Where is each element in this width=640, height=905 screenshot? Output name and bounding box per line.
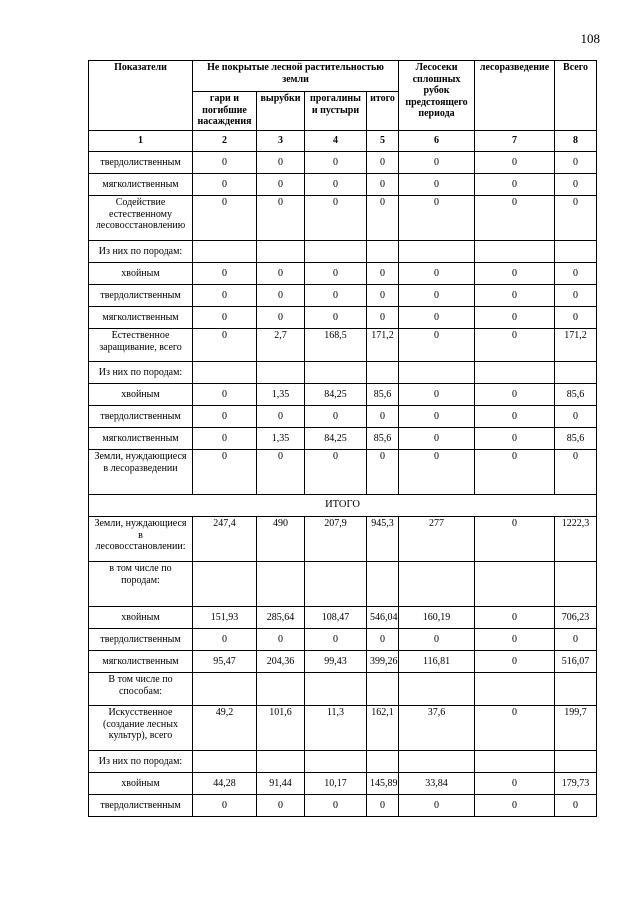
table-cell: 0 xyxy=(257,285,305,307)
row-label: твердолиственным xyxy=(89,795,193,817)
table-cell xyxy=(193,241,257,263)
table-cell: 0 xyxy=(193,450,257,495)
table-cell: 0 xyxy=(193,428,257,450)
table-cell: 0 xyxy=(305,307,367,329)
table-row xyxy=(89,384,597,406)
table-cell: 0 xyxy=(305,196,367,241)
row-label: Из них по породам: xyxy=(89,362,193,384)
table-cell xyxy=(367,673,399,706)
table-cell: 0 xyxy=(305,174,367,196)
table-cell: 0 xyxy=(399,384,475,406)
table-cell: 490 xyxy=(257,517,305,562)
table-cell: 0 xyxy=(367,450,399,495)
table-cell xyxy=(305,673,367,706)
table-cell: 0 xyxy=(305,795,367,817)
table-row xyxy=(89,651,597,673)
table-cell: 0 xyxy=(193,263,257,285)
table-cell xyxy=(555,562,597,607)
table-cell xyxy=(555,751,597,773)
table-row xyxy=(89,517,597,562)
header-cuttings: вырубки xyxy=(257,92,305,131)
table-cell: 0 xyxy=(257,307,305,329)
table-cell xyxy=(399,241,475,263)
table-cell: 0 xyxy=(257,795,305,817)
table-cell xyxy=(257,673,305,706)
table-cell: 171,2 xyxy=(555,329,597,362)
header-burns: гари и погибшие насаждения xyxy=(193,92,257,131)
table-cell: 0 xyxy=(257,174,305,196)
table-cell xyxy=(399,362,475,384)
row-label: хвойным xyxy=(89,384,193,406)
table-cell: 0 xyxy=(257,263,305,285)
header-clearcut: Лесосеки сплошных рубок предстоящего периода xyxy=(399,61,475,131)
table-cell: 179,73 xyxy=(555,773,597,795)
table-cell: 0 xyxy=(475,773,555,795)
table-cell: 160,19 xyxy=(399,607,475,629)
table-cell: 0 xyxy=(475,196,555,241)
row-label: мягколиственным xyxy=(89,428,193,450)
table-row xyxy=(89,795,597,817)
table-cell: 0 xyxy=(257,450,305,495)
column-numbers-row xyxy=(89,131,597,152)
table-cell: 0 xyxy=(367,285,399,307)
table-cell: 0 xyxy=(555,263,597,285)
table-cell: 945,3 xyxy=(367,517,399,562)
table-cell xyxy=(399,562,475,607)
table-cell: 0 xyxy=(367,629,399,651)
table-row xyxy=(89,629,597,651)
table-cell: 0 xyxy=(399,307,475,329)
table-cell: 0 xyxy=(555,174,597,196)
table-cell: 49,2 xyxy=(193,706,257,751)
table-cell: 0 xyxy=(193,285,257,307)
table-cell xyxy=(257,751,305,773)
table-cell: 0 xyxy=(475,450,555,495)
table-cell: 2,7 xyxy=(257,329,305,362)
table-cell: 171,2 xyxy=(367,329,399,362)
table-cell: 0 xyxy=(305,152,367,174)
table-cell: 0 xyxy=(399,152,475,174)
table-cell xyxy=(367,241,399,263)
table-cell: 33,84 xyxy=(399,773,475,795)
column-number: 2 xyxy=(193,131,257,152)
table-cell: 0 xyxy=(367,406,399,428)
table-cell: 0 xyxy=(193,629,257,651)
table-cell: 0 xyxy=(193,384,257,406)
table-cell xyxy=(555,362,597,384)
table-cell: 0 xyxy=(367,795,399,817)
table-cell xyxy=(367,362,399,384)
row-label: Из них по породам: xyxy=(89,241,193,263)
table-cell: 0 xyxy=(475,285,555,307)
table-cell: 204,36 xyxy=(257,651,305,673)
table-cell xyxy=(399,673,475,706)
table-cell xyxy=(475,362,555,384)
header-glades: прогалины и пустыри xyxy=(305,92,367,131)
table-cell xyxy=(257,362,305,384)
table-row xyxy=(89,673,597,706)
table-cell: 0 xyxy=(367,307,399,329)
table-cell: 0 xyxy=(193,196,257,241)
table-cell xyxy=(193,673,257,706)
table-cell: 0 xyxy=(475,651,555,673)
header-afforestation: лесоразведение xyxy=(475,61,555,131)
table-cell: 0 xyxy=(555,152,597,174)
row-label: Земли, нуждающиеся в лесоразведении xyxy=(89,450,193,495)
table-cell: 0 xyxy=(399,263,475,285)
header-group-title: Не покрытые лесной растительностью земли xyxy=(193,61,399,92)
row-label: твердолиственным xyxy=(89,285,193,307)
table-cell: 0 xyxy=(305,285,367,307)
row-label: Естественное заращивание, всего xyxy=(89,329,193,362)
column-number: 5 xyxy=(367,131,399,152)
table-cell: 85,6 xyxy=(367,384,399,406)
table-cell: 0 xyxy=(193,795,257,817)
table-cell xyxy=(475,751,555,773)
table-cell: 0 xyxy=(475,329,555,362)
table-row xyxy=(89,241,597,263)
table-cell: 0 xyxy=(475,795,555,817)
table-cell: 277 xyxy=(399,517,475,562)
table-cell: 0 xyxy=(399,795,475,817)
table-cell: 151,93 xyxy=(193,607,257,629)
table-cell: 0 xyxy=(367,263,399,285)
table-cell xyxy=(305,241,367,263)
row-label: Земли, нуждающиеся в лесовосстановлении: xyxy=(89,517,193,562)
table-row xyxy=(89,196,597,241)
table-cell: 0 xyxy=(193,152,257,174)
table-cell: 0 xyxy=(555,285,597,307)
table-cell: 0 xyxy=(257,629,305,651)
table-cell: 516,07 xyxy=(555,651,597,673)
table-cell: 0 xyxy=(399,629,475,651)
table-cell: 0 xyxy=(305,450,367,495)
table-cell xyxy=(555,241,597,263)
table-cell: 0 xyxy=(305,629,367,651)
table-cell: 0 xyxy=(193,406,257,428)
table-cell xyxy=(475,673,555,706)
table-cell: 0 xyxy=(475,307,555,329)
table-cell: 0 xyxy=(399,406,475,428)
table-cell: 0 xyxy=(555,307,597,329)
table-cell: 85,6 xyxy=(555,384,597,406)
table-cell: 0 xyxy=(399,174,475,196)
table-cell: 0 xyxy=(193,174,257,196)
table-cell: 0 xyxy=(475,152,555,174)
table-row xyxy=(89,562,597,607)
table-cell: 101,6 xyxy=(257,706,305,751)
row-label: в том числе по породам: xyxy=(89,562,193,607)
table-cell: 84,25 xyxy=(305,384,367,406)
table-cell: 0 xyxy=(305,263,367,285)
table-cell xyxy=(555,673,597,706)
section-title: ИТОГО xyxy=(89,495,597,517)
table-cell: 0 xyxy=(475,517,555,562)
column-number: 8 xyxy=(555,131,597,152)
table-cell: 1,35 xyxy=(257,384,305,406)
column-number: 7 xyxy=(475,131,555,152)
table-cell: 11,3 xyxy=(305,706,367,751)
table-cell: 116,81 xyxy=(399,651,475,673)
table-cell: 91,44 xyxy=(257,773,305,795)
table-cell: 0 xyxy=(555,406,597,428)
table-cell: 0 xyxy=(399,428,475,450)
table-cell xyxy=(257,241,305,263)
table-cell: 44,28 xyxy=(193,773,257,795)
table-cell: 85,6 xyxy=(555,428,597,450)
table-cell: 0 xyxy=(193,307,257,329)
table-cell xyxy=(399,751,475,773)
table-cell: 207,9 xyxy=(305,517,367,562)
table-cell xyxy=(475,241,555,263)
column-number: 6 xyxy=(399,131,475,152)
table-cell: 0 xyxy=(399,329,475,362)
row-label: твердолиственным xyxy=(89,629,193,651)
table-cell: 0 xyxy=(257,196,305,241)
table-cell xyxy=(367,751,399,773)
table-cell xyxy=(475,562,555,607)
table-cell: 99,43 xyxy=(305,651,367,673)
table-cell: 0 xyxy=(555,795,597,817)
table-cell: 0 xyxy=(475,706,555,751)
table-cell: 168,5 xyxy=(305,329,367,362)
column-number: 1 xyxy=(89,131,193,152)
table-cell: 1222,3 xyxy=(555,517,597,562)
table-cell: 0 xyxy=(555,450,597,495)
table-cell: 0 xyxy=(257,406,305,428)
table-cell: 199,7 xyxy=(555,706,597,751)
table-row xyxy=(89,285,597,307)
row-label: твердолиственным xyxy=(89,152,193,174)
table-cell: 0 xyxy=(399,196,475,241)
table-cell: 0 xyxy=(475,629,555,651)
header-indicators: Показатели xyxy=(89,61,193,131)
table-cell xyxy=(305,362,367,384)
table-cell xyxy=(193,751,257,773)
table-row xyxy=(89,607,597,629)
table-cell: 0 xyxy=(367,174,399,196)
row-label: Содействие естественному лесовосстановлению xyxy=(89,196,193,241)
table-cell xyxy=(305,751,367,773)
table-cell: 0 xyxy=(475,384,555,406)
table-cell: 285,64 xyxy=(257,607,305,629)
table-cell: 0 xyxy=(475,428,555,450)
table-row xyxy=(89,152,597,174)
column-number: 3 xyxy=(257,131,305,152)
table-cell: 0 xyxy=(257,152,305,174)
table-cell: 546,04 xyxy=(367,607,399,629)
table-row xyxy=(89,329,597,362)
table-cell xyxy=(305,562,367,607)
table-cell: 84,25 xyxy=(305,428,367,450)
table-cell: 10,17 xyxy=(305,773,367,795)
table-cell: 0 xyxy=(367,152,399,174)
table-row xyxy=(89,307,597,329)
table-cell: 0 xyxy=(475,263,555,285)
table-cell: 0 xyxy=(193,329,257,362)
table-row xyxy=(89,773,597,795)
table-cell xyxy=(367,562,399,607)
row-label: Из них по породам: xyxy=(89,751,193,773)
table-cell: 108,47 xyxy=(305,607,367,629)
table-cell: 95,47 xyxy=(193,651,257,673)
header-all: Всего xyxy=(555,61,597,131)
table-cell: 0 xyxy=(555,196,597,241)
table-cell: 37,6 xyxy=(399,706,475,751)
row-label: мягколиственным xyxy=(89,307,193,329)
table-row xyxy=(89,263,597,285)
table-row xyxy=(89,362,597,384)
section-row xyxy=(89,495,597,517)
table-cell xyxy=(193,362,257,384)
table-row xyxy=(89,174,597,196)
table-row xyxy=(89,428,597,450)
table-cell: 247,4 xyxy=(193,517,257,562)
row-label: мягколиственным xyxy=(89,651,193,673)
row-label: Искусственное (создание лесных культур), всего xyxy=(89,706,193,751)
column-number: 4 xyxy=(305,131,367,152)
table-cell: 0 xyxy=(475,406,555,428)
table-cell: 1,35 xyxy=(257,428,305,450)
forest-land-table xyxy=(88,60,597,817)
row-label: В том числе по способам: xyxy=(89,673,193,706)
table-cell: 0 xyxy=(367,196,399,241)
table-cell: 399,26 xyxy=(367,651,399,673)
header-total: итого xyxy=(367,92,399,131)
row-label: хвойным xyxy=(89,773,193,795)
table-cell: 0 xyxy=(555,629,597,651)
table-cell: 85,6 xyxy=(367,428,399,450)
table-row xyxy=(89,706,597,751)
table-cell: 162,1 xyxy=(367,706,399,751)
row-label: хвойным xyxy=(89,607,193,629)
row-label: твердолиственным xyxy=(89,406,193,428)
table-cell xyxy=(193,562,257,607)
table-cell: 706,23 xyxy=(555,607,597,629)
row-label: мягколиственным xyxy=(89,174,193,196)
table-cell: 145,89 xyxy=(367,773,399,795)
table-cell: 0 xyxy=(399,450,475,495)
table-row xyxy=(89,751,597,773)
table-cell: 0 xyxy=(475,174,555,196)
table-row xyxy=(89,406,597,428)
page-number: 108 xyxy=(580,31,600,46)
table-row xyxy=(89,450,597,495)
table-cell xyxy=(257,562,305,607)
table-cell: 0 xyxy=(475,607,555,629)
table-cell: 0 xyxy=(399,285,475,307)
row-label: хвойным xyxy=(89,263,193,285)
table-cell: 0 xyxy=(305,406,367,428)
